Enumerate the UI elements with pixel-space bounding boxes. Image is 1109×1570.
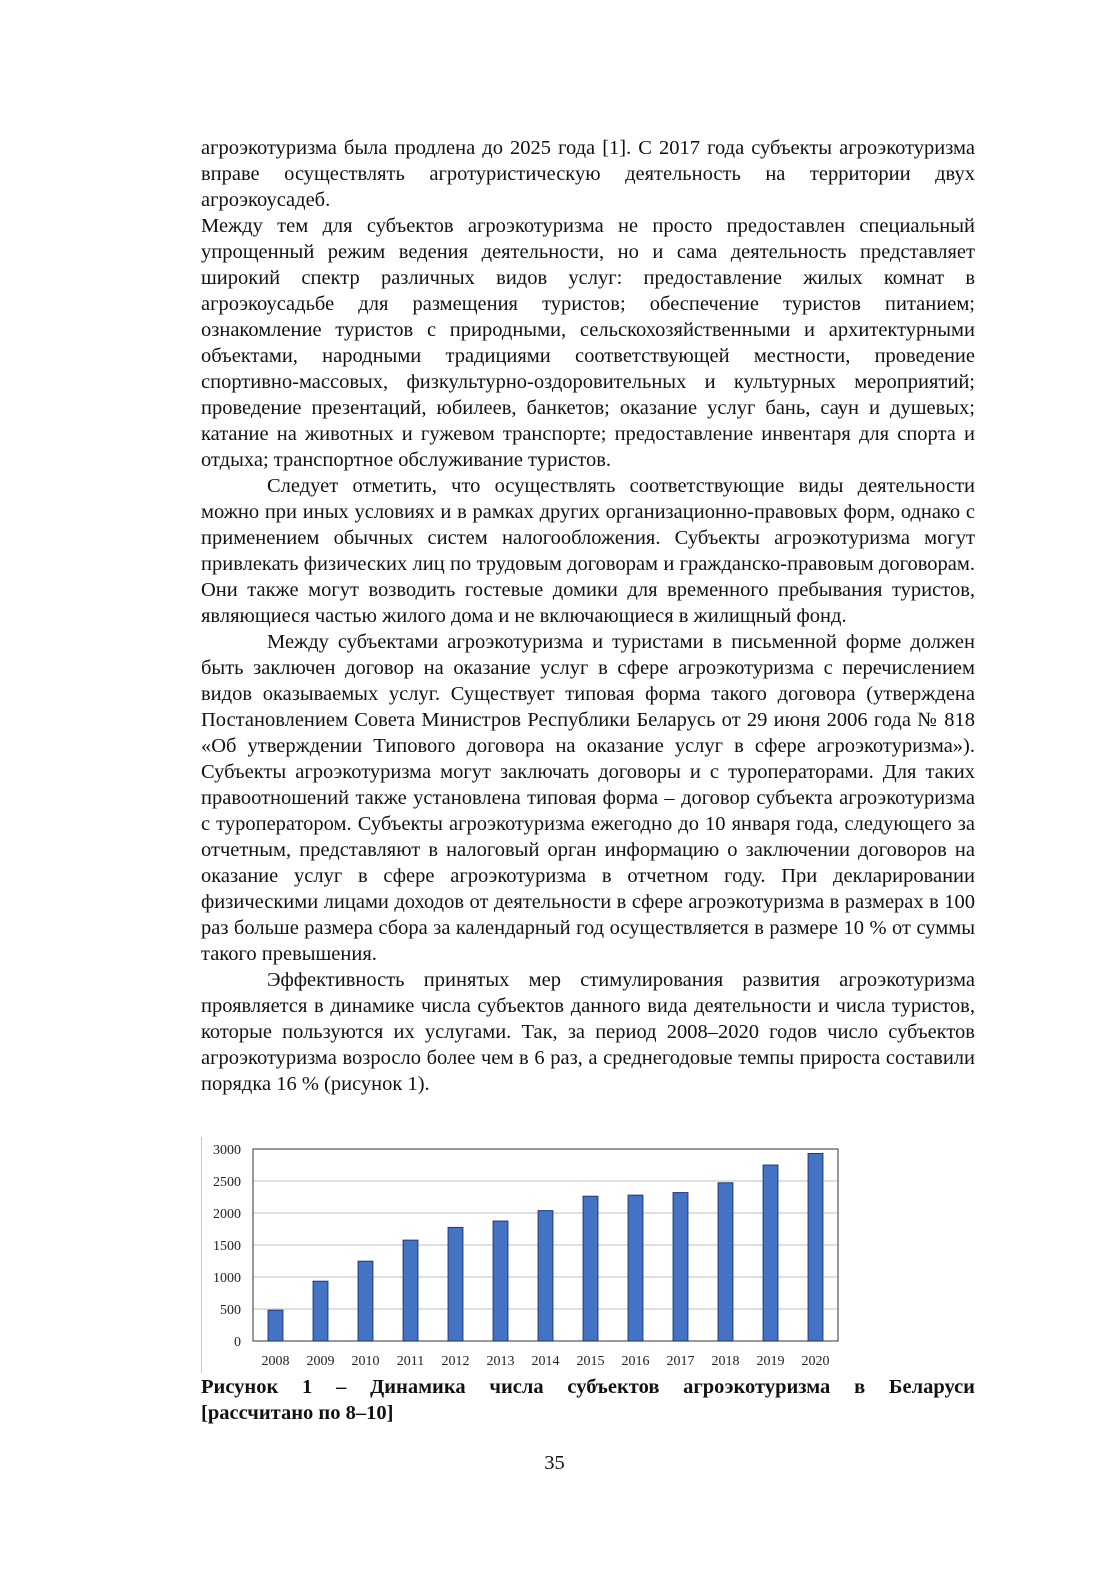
x-tick-label: 2012 [441,1354,470,1369]
body-text [201,135,975,1097]
bar-2020 [808,1153,823,1341]
bar-2017 [673,1193,688,1341]
bar-2013 [493,1221,508,1341]
paragraph: агроэкотуризма была продлена до 2025 года [1]. С 2017 года субъекты агроэкотуризма вправе осуществлять агротуристическую деятельность на территории двух агроэкоусадеб. [201,137,975,211]
bar-2019 [763,1165,778,1341]
bar-chart [201,1137,849,1373]
page-number: 35 [544,1452,565,1474]
bar-2008 [268,1310,283,1341]
paragraph: Эффективность принятых мер стимулирования развития агроэкотуризма проявляется в динамике числа субъектов данного вида деятельности и числа туристов, которые пользуются их услугами. Так, за период 2008–2020 годов число субъектов агроэкотуризма возросло более чем в 6 раз, а среднегодовые темпы прироста составили порядка 16 % (рисунок 1). [201,969,975,1095]
bar-2014 [538,1211,553,1341]
bar-2015 [583,1196,598,1341]
bar-2009 [313,1281,328,1341]
y-tick-label: 500 [220,1303,241,1318]
paragraph: Между тем для субъектов агроэкотуризма не просто предоставлен специальный упрощенный режим ведения деятельности, но и сама деятельность представляет широкий спектр различных видов услуг: предоставление жилых комнат в агроэкоусадьбе для размещения туристов; обеспечение туристов питанием; ознакомление туристов с природными, сельскохозяйственными и архитектурными объектами, народными традициями соответствующей местности, проведение спортивно-массовых, физкультурно-оздоровительных и культурных мероприятий; проведение презентаций, юбилеев, банкетов; оказание услуг бань, саун и душевых; катание на животных и гужевом транспорте; предоставление инвентаря для спорта и отдыха; транспортное обслуживание туристов. [201,215,975,471]
x-tick-label: 2020 [801,1354,830,1369]
x-tick-label: 2013 [486,1354,515,1369]
y-tick-label: 1000 [213,1271,241,1286]
x-tick-label: 2015 [576,1354,605,1369]
y-tick-label: 0 [234,1335,241,1350]
x-tick-label: 2011 [396,1354,425,1369]
x-tick-label: 2017 [666,1354,695,1369]
bar-2018 [718,1183,733,1341]
caption-line-2: [рассчитано по 8–10] [201,1402,394,1424]
y-tick-label: 2000 [213,1207,241,1222]
x-tick-label: 2009 [306,1354,335,1369]
x-tick-label: 2008 [261,1354,290,1369]
x-tick-label: 2014 [531,1354,560,1369]
x-tick-label: 2019 [756,1354,785,1369]
bar-2010 [358,1261,373,1341]
agroecotourism-chart [201,1137,849,1373]
y-tick-label: 2500 [213,1175,241,1190]
caption-line-1: Рисунок 1 – Динамика числа субъектов агроэкотуризма в Беларуси [201,1376,975,1398]
x-tick-label: 2010 [351,1354,380,1369]
x-tick-label: 2016 [621,1354,650,1369]
bar-2016 [628,1195,643,1341]
figure-caption [201,1374,975,1426]
paragraph: Следует отметить, что осуществлять соответствующие виды деятельности можно при иных условиях и в рамках других организационно-правовых форм, однако с применением обычных систем налогообложения. Субъекты агроэкотуризма могут привлекать физических лиц по трудовым договорам и гражданско-правовым договорам. Они также могут возводить гостевые домики для временного пребывания туристов, являющиеся частью жилого дома и не включающиеся в жилищный фонд. [201,475,975,627]
y-tick-label: 3000 [213,1143,241,1158]
bar-2011 [403,1240,418,1341]
paragraph: Между субъектами агроэкотуризма и туристами в письменной форме должен быть заключен договор на оказание услуг в сфере агроэкотуризма с перечислением видов оказываемых услуг. Существует типовая форма такого договора (утверждена Постановлением Совета Министров Республики Беларусь от 29 июня 2006 года № 818 «Об утверждении Типового договора на оказание услуг в сфере агроэкотуризма»). Субъекты агроэкотуризма могут заключать договоры и с туроператорами. Для таких правоотношений также установлена типовая форма – договор субъекта агроэкотуризма с туроператором. Субъекты агроэкотуризма ежегодно до 10 января года, следующего за отчетным, представляют в налоговый орган информацию о заключении договоров на оказание услуг в сфере агроэкотуризма в отчетном году. При декларировании физическими лицами доходов от деятельности в сфере агроэкотуризма в размерах в 100 раз больше размера сбора за календарный год осуществляется в размере 10 % от суммы такого превышения. [201,631,975,965]
x-tick-label: 2018 [711,1354,740,1369]
y-tick-label: 1500 [213,1239,241,1254]
bar-2012 [448,1227,463,1341]
